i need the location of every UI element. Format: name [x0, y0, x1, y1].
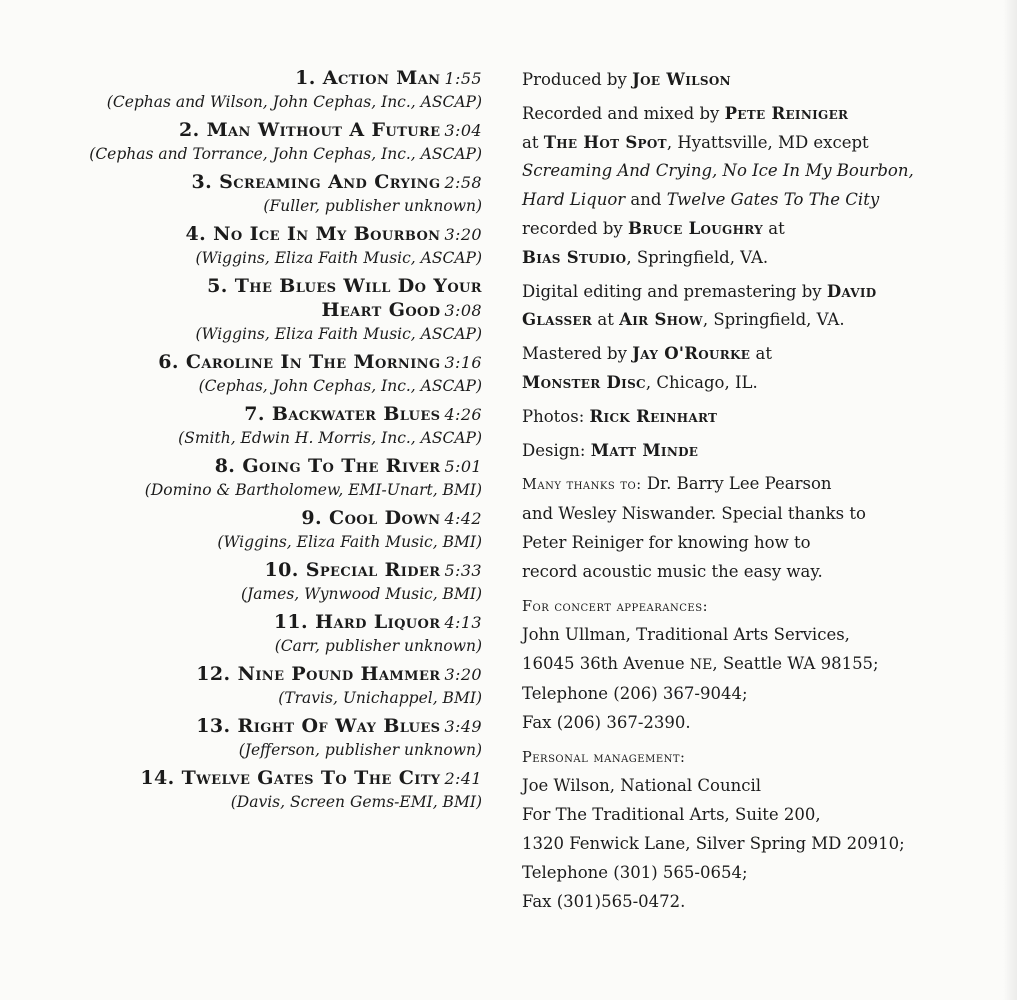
at-word: at [768, 218, 785, 238]
track-title: Going To The River [242, 455, 441, 477]
track-number: 14. [140, 767, 175, 789]
track-title: Screaming And Crying [219, 171, 441, 193]
contact-line: John Ullman, Traditional Arts Services, [522, 625, 850, 645]
track-number: 9. [301, 507, 323, 529]
track-credit: (Smith, Edwin H. Morris, Inc., ASCAP) [178, 429, 482, 447]
track-time: 4:26 [444, 405, 482, 424]
thanks-text: and Wesley Niswander. Special thanks to [522, 504, 866, 524]
designer-name: Matt Minde [590, 440, 699, 460]
editing-label: Digital editing and premastering by [522, 281, 822, 301]
track-number: 5. [207, 275, 228, 297]
credit-mastered [522, 340, 977, 398]
track-number: 11. [273, 611, 309, 633]
track-title: Hard Liquor [315, 611, 441, 633]
track-item [30, 222, 482, 269]
track-time: 5:01 [444, 457, 482, 476]
track-number: 3. [191, 171, 213, 193]
track-time: 2:41 [444, 769, 482, 788]
contact-line: , Seattle WA 98155; [712, 654, 879, 674]
photos-label: Photos: [522, 406, 585, 426]
studio-location: , Chicago, IL. [645, 372, 758, 392]
track-title: Man Without A Future [206, 119, 441, 141]
track-credit: (James, Wynwood Music, BMI) [240, 585, 482, 603]
track-number: 6. [158, 351, 179, 373]
track-time: 5:33 [444, 561, 482, 580]
track-time: 1:55 [444, 69, 482, 88]
concert-section [522, 592, 977, 738]
track-credit: (Carr, publisher unknown) [274, 637, 482, 655]
mastered-label: Mastered by [522, 344, 627, 364]
studio-location: , Springfield, VA. [702, 310, 845, 330]
credits-section [522, 66, 977, 921]
track-number: 7. [244, 403, 265, 425]
contact-line: NE [689, 657, 713, 674]
studio-name: Air Show [619, 310, 703, 330]
track-item [30, 558, 482, 605]
track-item [30, 662, 482, 709]
track-number: 8. [214, 455, 236, 477]
contact-fax: Fax (301)565-0472. [522, 891, 686, 911]
management-heading: Personal management: [522, 749, 686, 766]
track-title: Nine Pound Hammer [237, 663, 441, 685]
design-label: Design: [522, 440, 586, 460]
thanks-heading: Many thanks to: [522, 477, 642, 494]
studio-name: Monster Disc [522, 372, 646, 392]
contact-line: 1320 Fenwick Lane, Silver Spring MD 20910; [522, 833, 905, 853]
editor-first-name: David [826, 281, 877, 301]
at-word: at [755, 344, 772, 364]
track-item [30, 766, 482, 813]
contact-line: For The Traditional Arts, Suite 200, [522, 805, 821, 825]
song-italic: Twelve Gates To The City [666, 190, 880, 210]
track-item [30, 714, 482, 761]
track-item [30, 350, 482, 397]
management-section [522, 743, 977, 917]
track-item [30, 66, 482, 113]
photographer-name: Rick Reinhart [589, 406, 718, 426]
track-credit: (Wiggins, Eliza Faith Music, BMI) [217, 533, 482, 551]
thanks-text: Peter Reiniger for knowing how to [522, 532, 811, 552]
track-title: Caroline In The Morning [185, 351, 441, 373]
credit-design [522, 437, 977, 466]
track-title: No Ice In My Bourbon [213, 223, 441, 245]
track-title: Twelve Gates To The City [181, 767, 441, 789]
contact-line: 16045 36th Avenue [522, 654, 685, 674]
credit-photos [522, 403, 977, 432]
studio-location: , Hyattsville, MD except [666, 132, 869, 152]
track-credit: (Cephas and Wilson, John Cephas, Inc., ASCAP) [106, 93, 482, 111]
concert-heading: For concert appearances: [522, 598, 708, 615]
track-title: Right Of Way Blues [237, 715, 441, 737]
track-credit: (Cephas and Torrance, John Cephas, Inc., ASCAP) [89, 145, 482, 163]
recorded-by-label: recorded by [522, 218, 623, 238]
song-italic: Hard Liquor [522, 190, 626, 210]
track-credit: (Jefferson, publisher unknown) [238, 741, 482, 759]
track-item [30, 506, 482, 553]
thanks-text: Dr. Barry Lee Pearson [646, 474, 832, 494]
and-word: and [630, 190, 662, 210]
track-credit: (Domino & Bartholomew, EMI-Unart, BMI) [144, 481, 482, 499]
at-word: at [522, 132, 539, 152]
track-item [30, 170, 482, 217]
track-title: Backwater Blues [271, 403, 441, 425]
engineer-name: Bruce Loughry [627, 218, 763, 238]
contact-line: Joe Wilson, National Council [522, 776, 762, 796]
contact-fax: Fax (206) 367-2390. [522, 712, 691, 732]
track-item [30, 610, 482, 657]
track-time: 3:20 [444, 665, 482, 684]
track-time: 3:49 [444, 717, 482, 736]
contact-phone: Telephone (301) 565-0654; [522, 862, 748, 882]
song-list-italic: Screaming And Crying, No Ice In My Bourbon, [522, 161, 914, 181]
track-time: 3:08 [444, 301, 482, 320]
thanks-text: record acoustic music the easy way. [522, 561, 823, 581]
editor-last-name: Glasser [522, 310, 593, 330]
track-item [30, 454, 482, 501]
produced-label: Produced by [522, 70, 627, 89]
track-item [30, 274, 482, 345]
credit-editing [522, 278, 977, 336]
engineer-name: Pete Reiniger [724, 103, 849, 123]
contact-phone: Telephone (206) 367-9044; [522, 683, 748, 703]
track-time: 4:42 [444, 509, 482, 528]
track-credit: (Wiggins, Eliza Faith Music, ASCAP) [195, 325, 482, 343]
credit-produced [522, 66, 977, 95]
studio-location: , Springfield, VA. [626, 247, 769, 267]
track-title: Action Man [322, 67, 441, 89]
thanks-section [522, 470, 977, 586]
mastering-engineer: Jay O'Rourke [632, 344, 751, 364]
track-item [30, 402, 482, 449]
track-title: Cool Down [329, 507, 441, 529]
at-word: at [597, 310, 614, 330]
track-time: 2:58 [444, 173, 482, 192]
producer-name: Joe Wilson [632, 70, 731, 89]
page-edge-shadow [1003, 0, 1017, 1000]
credit-recorded [522, 100, 977, 273]
recorded-label: Recorded and mixed by [522, 103, 720, 123]
track-title: Special Rider [305, 559, 441, 581]
track-title-line1: The Blues Will Do Your [234, 275, 482, 297]
track-number: 12. [196, 663, 231, 685]
track-number: 2. [178, 119, 200, 141]
track-credit: (Cephas, John Cephas, Inc., ASCAP) [198, 377, 482, 395]
track-credit: (Davis, Screen Gems-EMI, BMI) [230, 793, 482, 811]
track-time: 3:20 [444, 225, 482, 244]
track-list [30, 66, 482, 818]
track-number: 4. [185, 223, 207, 245]
track-item [30, 118, 482, 165]
track-credit: (Travis, Unichappel, BMI) [278, 689, 482, 707]
track-time: 3:16 [444, 353, 482, 372]
track-time: 3:04 [444, 121, 482, 140]
track-time: 4:13 [444, 613, 482, 632]
track-number: 1. [295, 67, 316, 89]
track-number: 10. [264, 559, 299, 581]
track-credit: (Wiggins, Eliza Faith Music, ASCAP) [195, 249, 482, 267]
studio-name: Bias Studio [522, 247, 627, 267]
track-credit: (Fuller, publisher unknown) [263, 197, 482, 215]
track-number: 13. [196, 715, 231, 737]
track-title-line2: Heart Good [321, 299, 441, 321]
studio-name: The Hot Spot [543, 132, 667, 152]
